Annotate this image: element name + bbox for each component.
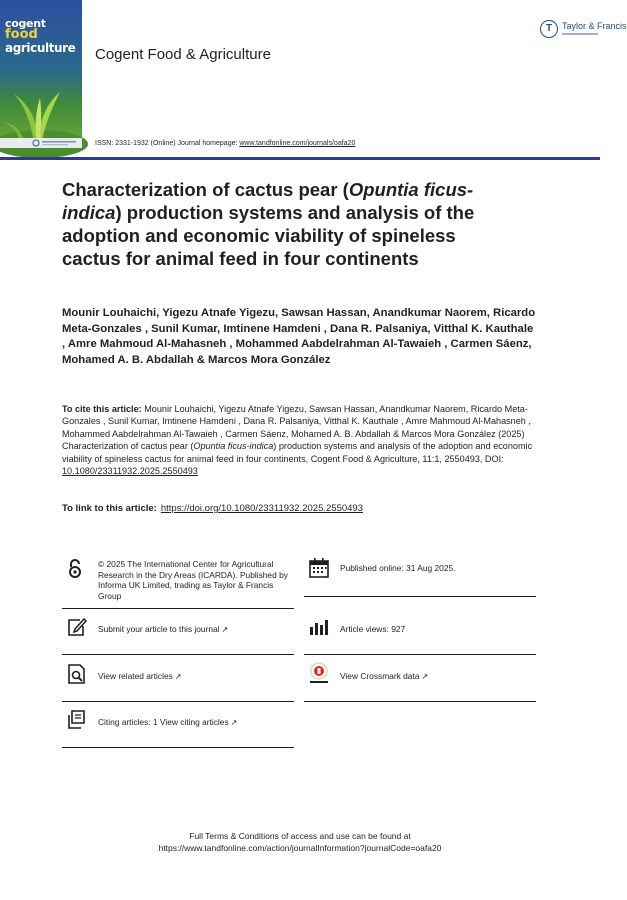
title-text: Characterization of cactus pear ( (62, 179, 349, 200)
journal-name[interactable]: Cogent Food & Agriculture (95, 46, 271, 63)
link-label: To link to this article: (62, 503, 157, 514)
submit-article-link[interactable] (98, 624, 294, 636)
open-access-icon (64, 558, 86, 580)
article-doi-link[interactable]: https://doi.org/10.1080/23311932.2025.2550493 (160, 503, 363, 514)
external-link-icon: ↗ (174, 672, 182, 681)
crossmark-link[interactable] (340, 671, 536, 683)
external-link-icon: ↗ (221, 625, 229, 634)
external-link-icon: ↗ (230, 718, 238, 727)
citing-articles-box[interactable] (62, 708, 294, 748)
license-text: © 2025 The International Center for Agricultural Research in the Dry Areas (ICARDA). Published by Informa UK Limited, trading as Taylor & Francis Group (98, 559, 288, 601)
published-date-text: Published online: 31 Aug 2025. (340, 563, 456, 573)
author-list: Mounir Louhaichi, Yigezu Atnafe Yigezu, Sawsan Hassan, Anandkumar Naorem, Ricardo Meta-Gonzales , Sunil Kumar, Imtinene Hamdeni , Dana R. Palsaniya, Vitthal K. Kauthale , Amre Mahmoud Al-Mahasneh , Mohammed Aabdelrahman Al-Tawaieh , Carmen Sáenz, Mohamed A. B. Abdallah & Marcos Mora González (62, 307, 536, 366)
issn-line (95, 140, 355, 147)
publisher-logo-text: Taylor & Francis (562, 21, 627, 31)
citation-text: ) production systems and analysis of the adoption and economic viability of spineless cactus for animal feed in four continents, Cogent Food & Agriculture, 11:1, 2550493, DOI: (62, 441, 533, 464)
external-link-icon: ↗ (421, 672, 429, 681)
search-document-icon (66, 663, 88, 685)
journal-homepage-link[interactable]: www.tandfonline.com/journals/oafa20 (239, 140, 356, 147)
related-articles-link[interactable] (98, 671, 294, 683)
citing-articles-label: Citing articles: 1 View citing articles (98, 717, 229, 727)
published-date-box (304, 557, 536, 597)
header-divider (0, 157, 600, 160)
article-views-box (304, 615, 536, 655)
cover-title-line: food (5, 27, 38, 42)
bar-chart-icon (308, 616, 330, 638)
issn-text: ISSN: 2331-1932 (Online) Journal homepage: (95, 140, 240, 147)
edit-icon (66, 616, 88, 638)
crossmark-box[interactable] (304, 662, 536, 702)
plant-illustration (0, 52, 82, 148)
related-articles-box[interactable] (62, 662, 294, 702)
citation-label: To cite this article: (62, 404, 142, 414)
citation-block (62, 403, 538, 477)
license-box (62, 557, 294, 609)
taylor-francis-logo[interactable] (540, 20, 627, 46)
related-articles-label: View related articles (98, 671, 173, 681)
submit-article-label: Submit your article to this journal (98, 624, 220, 634)
publisher-logo-subline (562, 33, 598, 35)
cover-title-line: cogent (5, 17, 46, 30)
crossmark-label: View Crossmark data (340, 671, 420, 681)
doi-link[interactable]: 10.1080/23311932.2025.2550493 (62, 466, 198, 477)
title-species-name: Opuntia ficus-indica (62, 179, 474, 223)
terms-footer (0, 830, 600, 854)
crossmark-icon (308, 662, 330, 684)
article-link-line (62, 503, 363, 514)
small-publisher-logo-icon (32, 139, 78, 147)
terms-text: Full Terms & Conditions of access and use can be found at (189, 831, 411, 841)
journal-cover (0, 0, 82, 148)
terms-link[interactable]: https://www.tandfonline.com/action/journalInformation?journalCode=oafa20 (158, 843, 442, 853)
cover-title-line: agriculture (5, 41, 76, 55)
taylor-francis-logo-icon: T (540, 20, 558, 38)
citation-text: Mounir Louhaichi, Yigezu Atnafe Yigezu, Sawsan Hassan, Anandkumar Naorem, Ricardo Meta-Gonzales , Sunil Kumar, Imtinene Hamdeni , Dana R. Palsaniya, Vitthal K. Kauthale , Amre Mahmoud Al-Mahasneh , Mohammed Aabdelrahman Al-Tawaieh , Carmen Sáenz, Mohamed A. B. Abdallah & Marcos Mora González (2025) Characterization of cactus pear ( (62, 404, 531, 452)
submit-article-box[interactable] (62, 615, 294, 655)
calendar-icon (308, 557, 330, 579)
citing-articles-link[interactable] (98, 717, 294, 729)
title-text: ) production systems and analysis of the adoption and economic viability of spineless cactus for animal feed in four continents (62, 202, 475, 269)
article-views-text: Article views: 927 (340, 624, 406, 634)
citation-species-name: Opuntia ficus-indica (193, 441, 274, 452)
article-title (62, 178, 512, 270)
citing-articles-icon (66, 709, 88, 731)
